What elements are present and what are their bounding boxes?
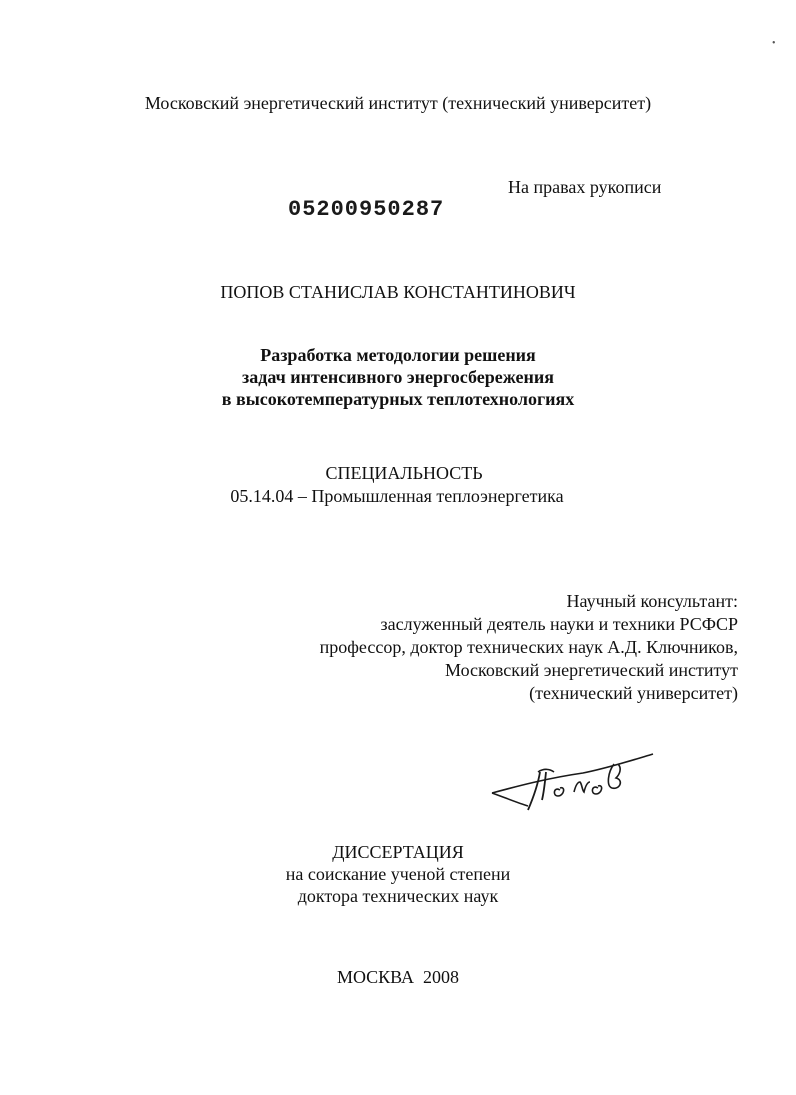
consultant-line: профессор, доктор технических наук А.Д. Ключников, [319, 637, 738, 657]
dissertation-heading: ДИССЕРТАЦИЯ [332, 842, 464, 862]
specialty-value: 05.14.04 – Промышленная теплоэнергетика [230, 486, 564, 506]
specialty-label: СПЕЦИАЛЬНОСТЬ [325, 463, 483, 483]
scan-corner-mark: • [772, 38, 776, 49]
consultant-line: (технический университет) [529, 683, 738, 703]
consultant-line: Московский энергетический институт [445, 660, 738, 680]
title-line: в высокотемпературных теплотехнологиях [221, 389, 575, 409]
dissertation-line: на соискание ученой степени [285, 864, 511, 884]
author-signature [488, 738, 658, 828]
title-line: задач интенсивного энергосбережения [241, 367, 554, 387]
registration-number: 05200950287 [288, 197, 445, 222]
institute-name: Московский энергетический институт (технический университет) [144, 93, 652, 113]
author-name: ПОПОВ СТАНИСЛАВ КОНСТАНТИНОВИЧ [220, 282, 576, 302]
city-year: МОСКВА 2008 [336, 967, 460, 987]
rights-note: На правах рукописи [508, 177, 662, 197]
title-line: Разработка методологии решения [260, 345, 536, 365]
dissertation-line: доктора технических наук [297, 886, 499, 906]
consultant-line: Научный консультант: [566, 591, 738, 611]
consultant-line: заслуженный деятель науки и техники РСФСР [380, 614, 738, 634]
